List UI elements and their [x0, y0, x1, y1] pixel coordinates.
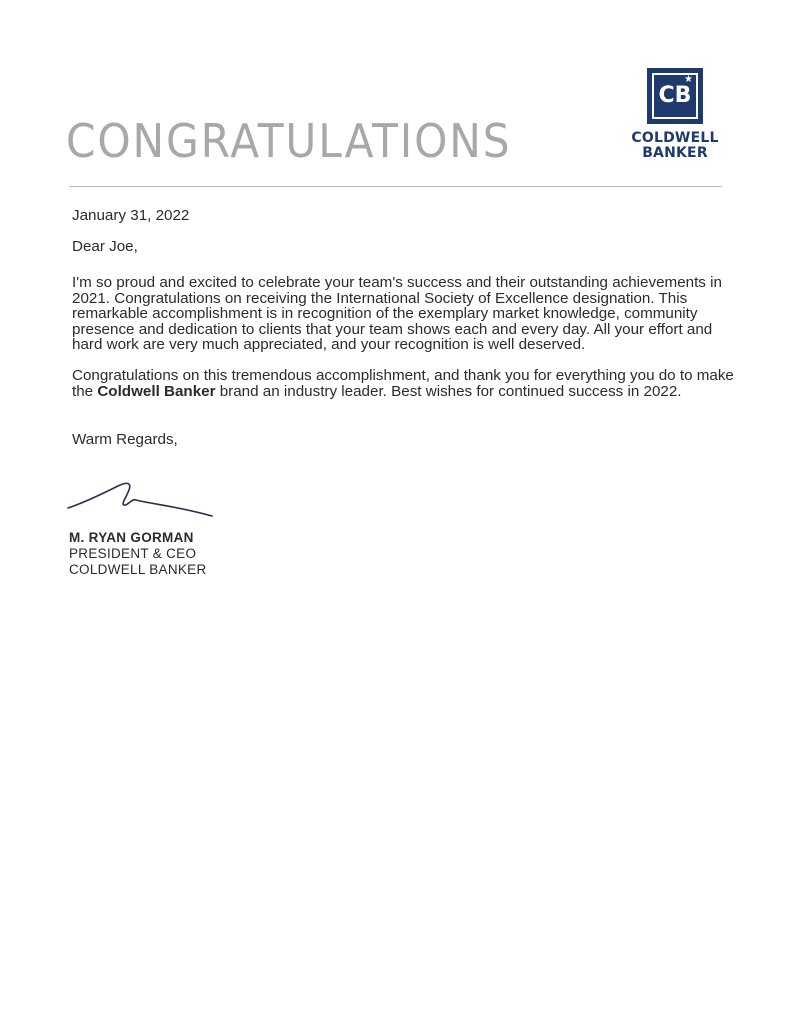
signature-block: [69, 530, 207, 578]
logo-word-line2: BANKER: [642, 145, 708, 161]
logo-monogram-text: CB: [658, 83, 692, 108]
signer-name: M. RYAN GORMAN: [69, 530, 194, 545]
coldwell-banker-logo: [626, 68, 724, 161]
letter-paragraph-2: [72, 368, 737, 399]
signer-company: COLDWELL BANKER: [69, 562, 207, 577]
letter-closing: Warm Regards,: [72, 431, 178, 448]
letter-greeting: Dear Joe,: [72, 238, 138, 255]
handwritten-signature: [66, 478, 216, 520]
star-icon: ★: [684, 74, 693, 85]
logo-monogram-box: [647, 68, 703, 124]
letter-paragraph-1: I'm so proud and excited to celebrate your team's success and their outstanding achievements in 2021. Congratulations on receiving the International Society of Excellence designation. This remarkable accomplishment is in recognition of the exemplary market knowledge, community presence and dedication to clients that your team shows each and every day. All your effort and hard work are very much appreciated, and your recognition is well deserved.: [72, 274, 722, 353]
paragraph-2-brand-name: Coldwell Banker: [97, 382, 216, 400]
logo-wordmark: [626, 131, 724, 161]
letter-date: January 31, 2022: [72, 207, 190, 224]
page-title: CONGRATULATIONS: [66, 114, 512, 168]
header-divider: [69, 186, 722, 187]
logo-word-line1: COLDWELL: [631, 130, 719, 146]
signer-title: PRESIDENT & CEO: [69, 546, 197, 561]
signature-stroke: [68, 483, 212, 516]
logo-monogram: [652, 73, 698, 119]
paragraph-2-text-start: Congratulations on this tremendous accomplishment, and thank you for everything you do to make the: [72, 367, 734, 400]
paragraph-2-text-end: brand an industry leader. Best wishes for continued success in 2022.: [215, 382, 682, 400]
